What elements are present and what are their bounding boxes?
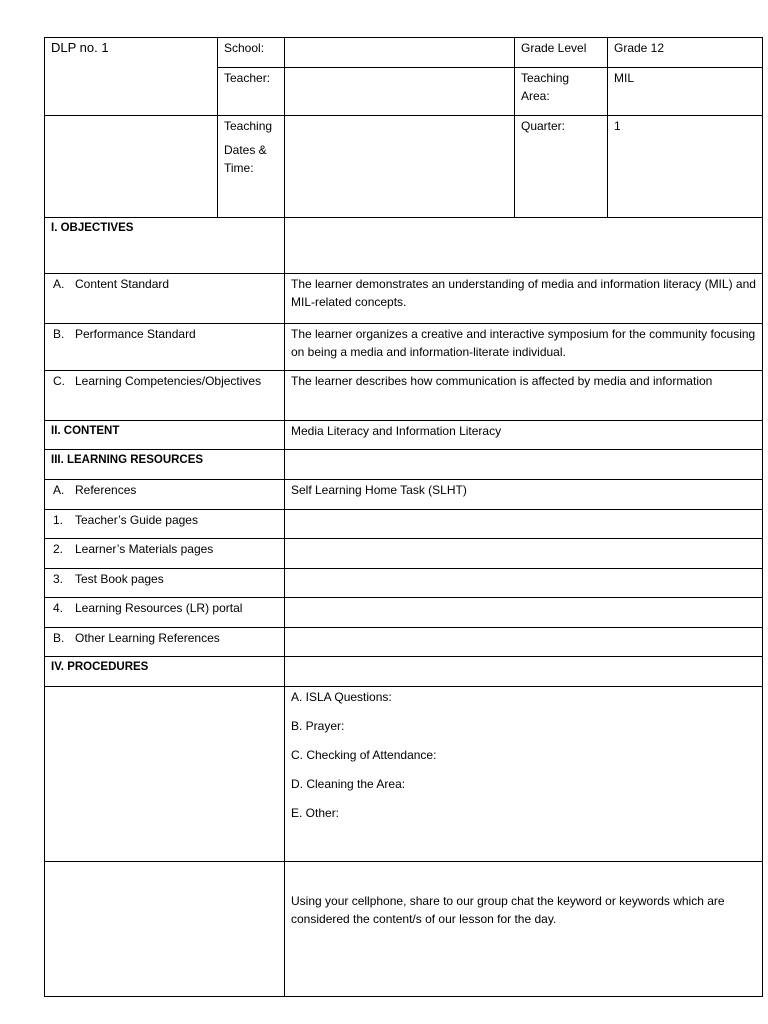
item-label: Learning Resources (LR) portal bbox=[75, 601, 243, 615]
lr-portal-label bbox=[45, 598, 285, 628]
teacher-label: Teacher: bbox=[218, 68, 285, 116]
quarter-label: Quarter: bbox=[515, 116, 608, 218]
resources-heading: III. LEARNING RESOURCES bbox=[45, 450, 285, 480]
item-number: B. bbox=[53, 327, 65, 341]
item-number: 4. bbox=[53, 601, 64, 615]
item-label: Other Learning References bbox=[75, 631, 220, 645]
routine-list[interactable] bbox=[285, 687, 763, 862]
references-value[interactable]: Self Learning Home Task (SLHT) bbox=[285, 480, 763, 510]
teaching-area-label-line1: Teaching bbox=[521, 71, 570, 85]
learners-materials-value[interactable] bbox=[285, 539, 763, 569]
competencies-label bbox=[45, 371, 285, 421]
teaching-area-label-line2: Area: bbox=[521, 89, 550, 103]
references-label bbox=[45, 480, 285, 510]
content-standard-label bbox=[45, 274, 285, 324]
learners-materials-label bbox=[45, 539, 285, 569]
dlp-table bbox=[44, 37, 763, 997]
item-number: 3. bbox=[53, 572, 64, 586]
content-heading: II. CONTENT bbox=[45, 421, 285, 450]
item-label: Learner’s Materials pages bbox=[75, 542, 214, 556]
item-number: A. bbox=[53, 277, 65, 291]
procedures-heading: IV. PROCEDURES bbox=[45, 657, 285, 687]
item-number: 1. bbox=[53, 513, 64, 527]
objectives-heading: I. OBJECTIVES bbox=[45, 218, 285, 274]
quarter-value[interactable]: 1 bbox=[608, 116, 763, 218]
other-references-value[interactable] bbox=[285, 628, 763, 657]
performance-standard-value[interactable]: The learner organizes a creative and interactive symposium for the community focusing on being a media and information-literate individual. bbox=[285, 324, 763, 371]
objectives-value[interactable] bbox=[285, 218, 763, 274]
dates-label-line3: Time: bbox=[224, 161, 254, 175]
dates-label-line2: Dates & bbox=[224, 143, 267, 157]
activity-text: Using your cellphone, share to our group chat the keyword or keywords which are considered the content/s of our lesson for the day. bbox=[291, 894, 725, 926]
lesson-plan-document bbox=[44, 37, 762, 997]
procedures-value[interactable] bbox=[285, 657, 763, 687]
competencies-value[interactable]: The learner describes how communication is affected by media and information bbox=[285, 371, 763, 421]
activity-cell[interactable] bbox=[285, 862, 763, 997]
item-label: References bbox=[75, 483, 137, 497]
item-number: B. bbox=[53, 631, 65, 645]
item-number: 2. bbox=[53, 542, 64, 556]
performance-standard-label bbox=[45, 324, 285, 371]
routine-item-isla: A. ISLA Questions: bbox=[291, 690, 392, 704]
content-value[interactable]: Media Literacy and Information Literacy bbox=[285, 421, 763, 450]
teaching-area-value[interactable]: MIL bbox=[608, 68, 763, 116]
school-field[interactable] bbox=[285, 38, 515, 68]
test-book-value[interactable] bbox=[285, 569, 763, 598]
routine-item-prayer: B. Prayer: bbox=[291, 719, 345, 733]
teacher-field[interactable] bbox=[285, 68, 515, 116]
routine-item-cleaning: D. Cleaning the Area: bbox=[291, 777, 406, 791]
dates-label bbox=[218, 116, 285, 218]
item-label: Test Book pages bbox=[75, 572, 164, 586]
teachers-guide-value[interactable] bbox=[285, 510, 763, 539]
item-number: A. bbox=[53, 483, 65, 497]
teaching-area-label bbox=[515, 68, 608, 116]
grade-level-value[interactable]: Grade 12 bbox=[608, 38, 763, 68]
content-standard-value[interactable]: The learner demonstrates an understanding of media and information literacy (MIL) and MIL-related concepts. bbox=[285, 274, 763, 324]
other-references-label bbox=[45, 628, 285, 657]
lr-portal-value[interactable] bbox=[285, 598, 763, 628]
resources-value[interactable] bbox=[285, 450, 763, 480]
dlp-number: DLP no. 1 bbox=[45, 38, 218, 116]
routine-label-cell bbox=[45, 687, 285, 862]
item-number: C. bbox=[53, 374, 65, 388]
routine-item-attendance: C. Checking of Attendance: bbox=[291, 748, 437, 762]
routine-item-other: E. Other: bbox=[291, 806, 340, 820]
item-label: Performance Standard bbox=[75, 327, 196, 341]
item-label: Content Standard bbox=[75, 277, 170, 291]
grade-level-label: Grade Level bbox=[515, 38, 608, 68]
test-book-label bbox=[45, 569, 285, 598]
teachers-guide-label bbox=[45, 510, 285, 539]
blank-header-cell bbox=[45, 116, 218, 218]
item-label: Learning Competencies/Objectives bbox=[75, 374, 262, 388]
item-label: Teacher’s Guide pages bbox=[75, 513, 198, 527]
dates-field[interactable] bbox=[285, 116, 515, 218]
dates-label-line1: Teaching bbox=[224, 119, 273, 133]
activity-label-cell bbox=[45, 862, 285, 997]
school-label: School: bbox=[218, 38, 285, 68]
